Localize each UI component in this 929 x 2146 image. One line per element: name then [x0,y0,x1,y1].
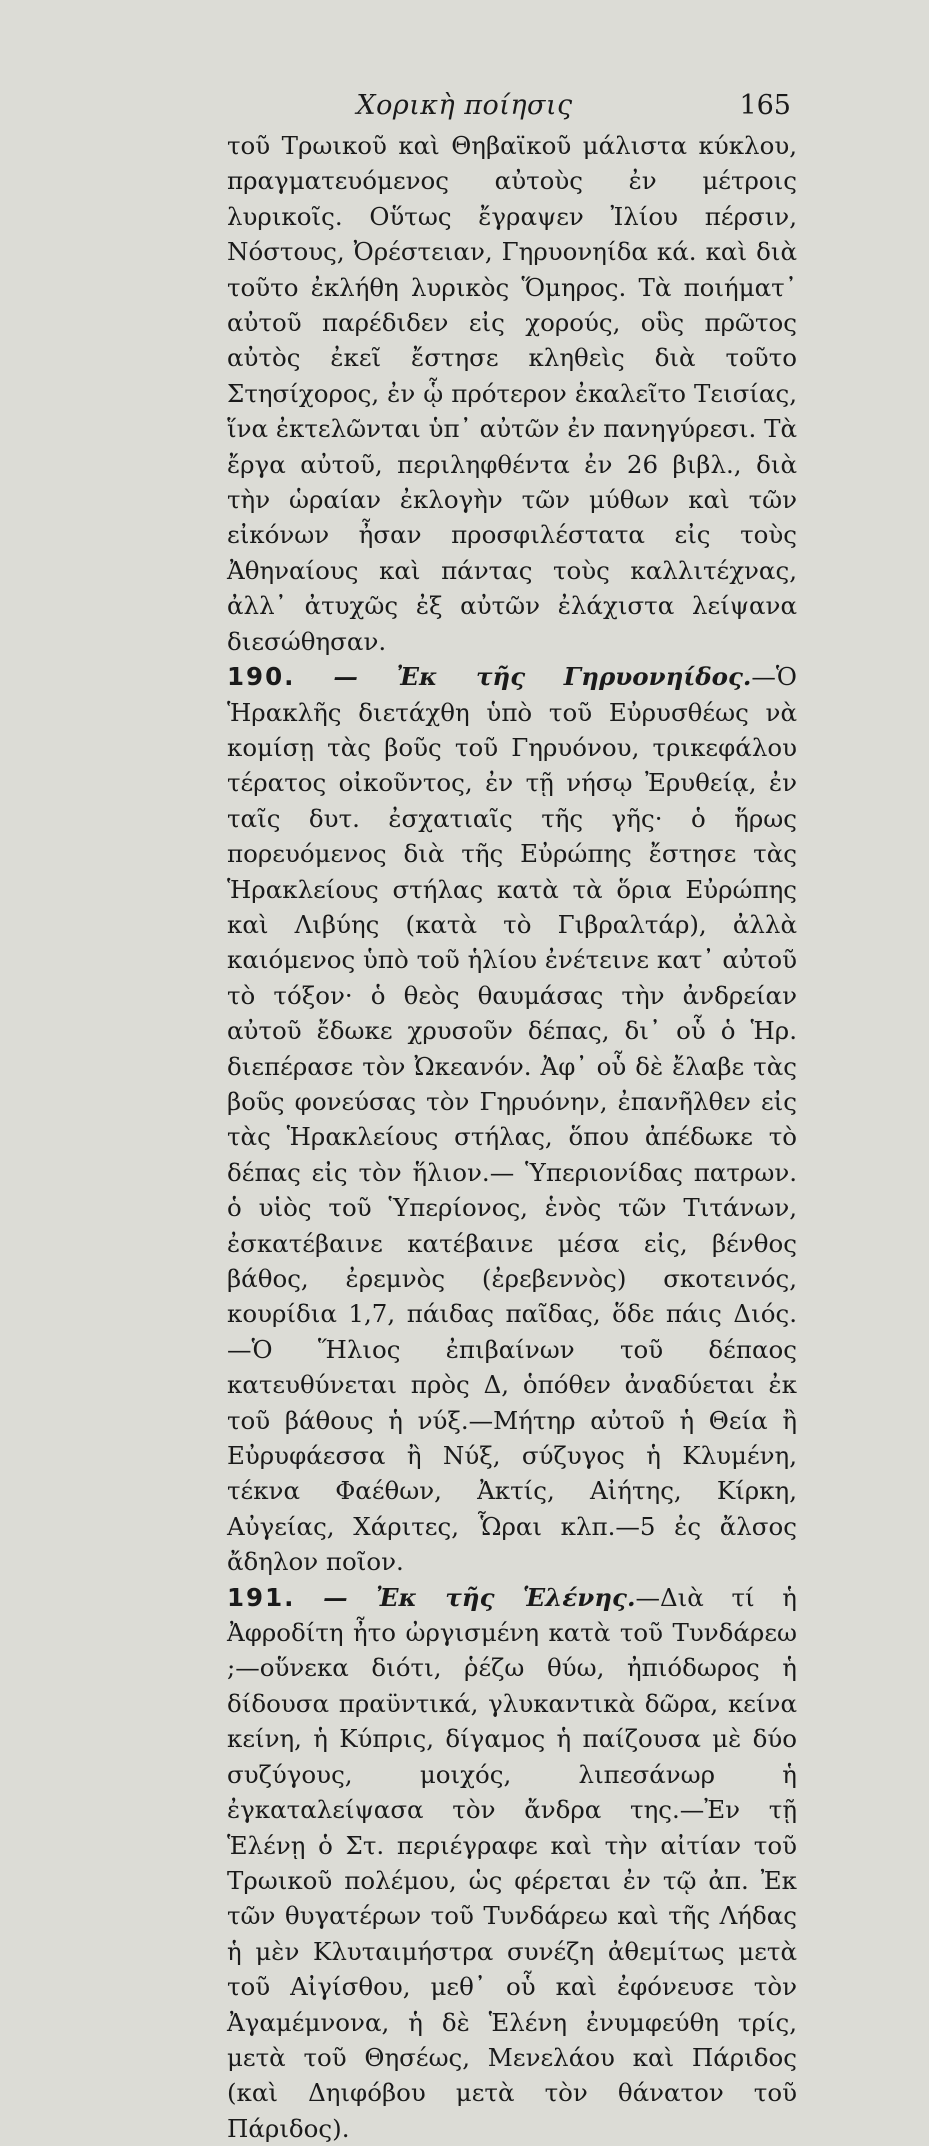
running-head [0,86,929,126]
page-number: 165 [739,90,791,121]
section-191 [227,1580,797,2146]
paragraph-text: τοῦ Τρωικοῦ καὶ Θηβαϊκοῦ μάλιστα κύκλου, πραγματευόμενος αὐτοὺς ἐν μέτροις λυρικοῖς. Οὕτως ἔγραψεν Ἰλίου πέρσιν, Νόστους, Ὀρέστειαν, Γηρυονηίδα κά. καὶ διὰ τοῦτο ἐκλήθη λυρικὸς Ὅμηρος. Τὰ ποιήματ᾽ αὐτοῦ παρέδιδεν εἰς χορούς, οὓς πρῶτος αὐτὸς ἐκεῖ ἔστησε κληθεὶς διὰ τοῦτο Στησίχορος, ἐν ᾧ πρότερον ἐκαλεῖτο Τεισίας, ἵνα ἐκτελῶνται ὑπ᾽ αὐτῶν ἐν πανηγύρεσι. Τὰ ἔργα αὐτοῦ, περιληφθέντα ἐν 26 βιβλ., διὰ τὴν ὡραίαν ἐκλογὴν τῶν μύθων καὶ τῶν εἰκόνων ἦσαν προσφιλέστατα εἰς τοὺς Ἀθηναίους καὶ πάντας τοὺς καλλιτέχνας, ἀλλ᾽ ἀτυχῶς ἐξ αὐτῶν ἐλάχιστα λείψανα διεσώθησαν. [227,131,797,656]
paragraph-text: —Ὁ Ἡρακλῆς διετάχθη ὑπὸ τοῦ Εὐρυσθέως νὰ κομίσῃ τὰς βοῦς τοῦ Γηρυόνου, τρικεφάλου τέρατος οἰκοῦντος, ἐν τῇ νήσῳ Ἐρυθείᾳ, ἐν ταῖς δυτ. ἐσχατιαῖς τῆς γῆς· ὁ ἥρως πορευόμενος διὰ τῆς Εὐρώπης ἔστησε τὰς Ἡρακλείους στήλας κατὰ τὰ ὅρια Εὐρώπης καὶ Λιβύης (κατὰ τὸ Γιβραλτάρ), ἀλλὰ καιόμενος ὑπὸ τοῦ ἡλίου ἐνέτεινε κατ᾽ αὐτοῦ τὸ τόξον· ὁ θεὸς θαυμάσας τὴν ἀνδρείαν αὐτοῦ ἔδωκε χρυσοῦν δέπας, δι᾽ οὗ ὁ Ἡρ. διεπέρασε τὸν Ὠκεανόν. Ἀφ᾽ οὗ δὲ ἔλαβε τὰς βοῦς φονεύσας τὸν Γηρυόνην, ἐπανῆλθεν εἰς τὰς Ἡρακλείους στήλας, ὅπου ἀπέδωκε τὸ δέπας εἰς τὸν ἥλιον.— Ὑπεριονίδας πατρων. ὁ υἱὸς τοῦ Ὑπερίονος, ἑνὸς τῶν Τιτάνων, ἐσκατέβαινε κατέβαινε μέσα εἰς, βένθος βάθος, ἐρεμνὸς (ἐρεβεννὸς) σκοτεινός, κουρίδια 1,7, πάιδας παῖδας, ὅδε πάις Διός.—Ὁ Ἥλιος ἐπιβαίνων τοῦ δέπαος κατευθύνεται πρὸς Δ, ὁπόθεν ἀναδύεται ἐκ τοῦ βάθους ἡ νύξ.—Μήτηρ αὐτοῦ ἡ Θεία ἢ Εὐρυφάεσσα ἢ Νύξ, σύζυγος ἡ Κλυμένη, τέκνα Φαέθων, Ἀκτίς, Αἰήτης, Κίρκη, Αὐγείας, Χάριτες, Ὧραι κλπ.—5 ἐς ἄλσος ἄδηλον ποῖον. [227,662,797,1577]
section-number: 191. [227,1582,296,1612]
section-number: 190. [227,662,296,692]
section-title: — Ἐκ τῆς Γηρυονηίδος. [333,662,752,692]
paragraph-text: —Διὰ τί ἡ Ἀφροδίτη ἦτο ὠργισμένη κατὰ τοῦ Τυνδάρεω ;—οὕνεκα διότι, ῥέζω θύω, ἠπιόδωρος ἡ δίδουσα πραϋντικά, γλυκαντικὰ δῶρα, κείνα κείνη, ἡ Κύπρις, δίγαμος ἡ παίζουσα μὲ δύο συζύγους, μοιχός, λιπεσάνωρ ἡ ἐγκαταλείψασα τὸν ἄνδρα της.—Ἐν τῇ Ἑλένῃ ὁ Στ. περιέγραφε καὶ τὴν αἰτίαν τοῦ Τρωικοῦ πολέμου, ὡς φέρεται ἐν τῷ ἀπ. Ἐκ τῶν θυγατέρων τοῦ Τυνδάρεω καὶ τῆς Λήδας ἡ μὲν Κλυταιμήστρα συνέζη ἀθεμίτως μετὰ τοῦ Αἰγίσθου, μεθ᾽ οὗ καὶ ἐφόνευσε τὸν Ἀγαμέμνονα, ἡ δὲ Ἑλένη ἐνυμφεύθη τρίς, μετὰ τοῦ Θησέως, Μενελάου καὶ Πάριδος (καὶ Δηιφόβου μετὰ τὸν θάνατον τοῦ Πάριδος). [227,1582,797,2143]
body-text [227,128,797,2146]
section-190 [227,659,797,1580]
running-title: Χορικὴ ποίησις [356,90,573,121]
section-title: — Ἐκ τῆς Ἑλένης. [323,1582,636,1612]
paragraph-continuation [227,128,797,659]
